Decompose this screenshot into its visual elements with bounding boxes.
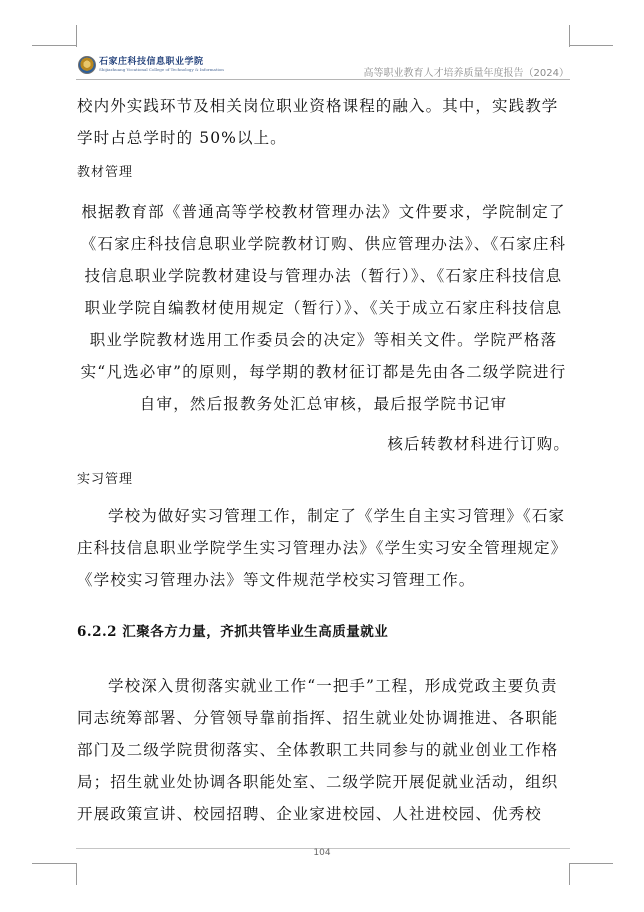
school-name-en: Shijiazhuang Vocational College of Technology & Information	[99, 67, 224, 72]
crop-mark-top-right-horizontal	[569, 45, 613, 46]
section-heading-6-2-2: 6.2.2 汇聚各方力量，齐抓共管毕业生高质量就业	[77, 624, 389, 640]
textbook-management-last-line: 核后转教材科进行订购。	[387, 435, 570, 453]
crop-mark-bottom-left-horizontal	[32, 863, 76, 864]
employment-paragraph: 学校深入贯彻落实就业工作“一把手”工程，形成党政主要负责同志统筹部署、分管领导靠前指挥、招生就业处协调推进、各职能部门及二级学院贯彻落实、全体教职工共同参与的就业创业工作格局；招生就业处协调各职能处室、二级学院开展促就业活动，组织开展政策宣讲、校园招聘、企业家进校园、人社进校园、优秀校	[77, 677, 559, 823]
school-name-cn: 石家庄科技信息职业学院	[99, 57, 204, 67]
opening-paragraph: 校内外实践环节及相关岗位职业资格课程的融入。其中，实践教学学时占总学时的 50%以上。	[77, 97, 559, 147]
textbook-management-paragraph: 根据教育部《普通高等学校教材管理办法》文件要求，学院制定了《石家庄科技信息职业学院教材订购、供应管理办法》、《石家庄科技信息职业学院教材建设与管理办法（暂行）》、《石家庄科技信息职业学院自编教材使用规定（暂行）》、《关于成立石家庄科技信息职业学院教材选用工作委员会的决定》等相关文件。学院严格落实“凡选必审”的原则，每学期的教材征订都是先由各二级学院进行自审，然后报教务处汇总审核，最后报学院书记审	[80, 203, 567, 413]
page-number: 104	[313, 848, 331, 858]
report-title: 高等职业教育人才培养质量年度报告（2024）	[363, 68, 569, 79]
crop-mark-top-right-vertical	[569, 25, 570, 47]
crop-mark-top-left-horizontal	[32, 45, 76, 46]
crop-mark-top-left-vertical	[76, 25, 77, 47]
header-divider	[76, 79, 570, 80]
textbook-management-heading: 教材管理	[77, 165, 134, 180]
crop-mark-bottom-left-vertical	[76, 863, 77, 885]
school-logo	[78, 54, 224, 76]
crop-mark-bottom-right-horizontal	[569, 863, 613, 864]
internship-management-paragraph: 学校为做好实习管理工作，制定了《学生自主实习管理》《石家庄科技信息职业学院学生实习管理办法》《学生实习安全管理规定》《学校实习管理办法》等文件规范学校实习管理工作。	[77, 507, 568, 589]
internship-management-heading: 实习管理	[77, 472, 134, 487]
crop-mark-bottom-right-vertical	[569, 863, 570, 885]
school-emblem-icon	[78, 56, 96, 74]
